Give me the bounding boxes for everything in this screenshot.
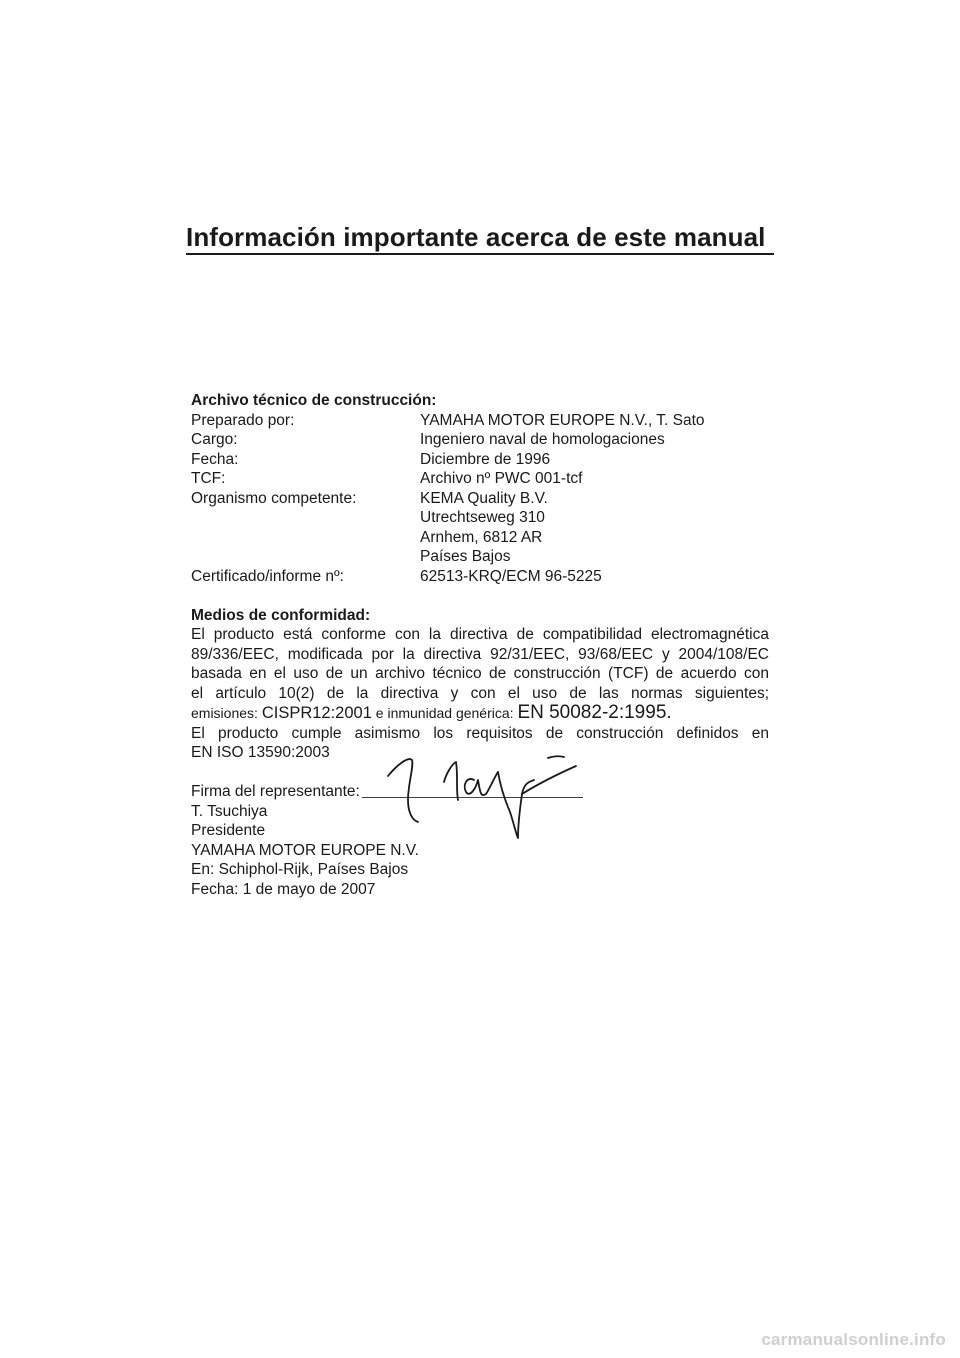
- signatory-name: T. Tsuchiya: [191, 802, 268, 820]
- immunity-prefix: e inmunidad genérica:: [375, 705, 514, 721]
- immunity-standard: EN 50082-2:1995.: [517, 702, 672, 723]
- conformity-paragraph: [191, 625, 769, 763]
- tcf-row: [191, 528, 769, 548]
- tcf-value: 62513-KRQ/ECM 96-5225: [420, 567, 602, 585]
- tcf-label: [191, 508, 420, 528]
- tcf-label: Organismo competente:: [191, 489, 357, 507]
- spacer: [191, 586, 769, 606]
- emissions-prefix: emisiones:: [191, 705, 258, 721]
- paragraph-line: El producto cumple asimismo los requisitos de construcción definidos en: [191, 724, 769, 742]
- paragraph-line: [191, 703, 769, 724]
- tcf-row: [191, 567, 769, 587]
- signature-label: Firma del representante:: [191, 783, 360, 800]
- paragraph-line: basada en el uso de un archivo técnico de construcción (TCF) de acuerdo con: [191, 665, 769, 682]
- signatory-date: Fecha: 1 de mayo de 2007: [191, 880, 376, 898]
- signatory-place: En: Schiphol-Rijk, Países Bajos: [191, 861, 409, 878]
- tcf-row: [191, 411, 769, 431]
- paragraph-line: el artículo 10(2) de la directiva y con el uso de las normas siguientes;: [191, 684, 769, 702]
- tcf-value: Utrechtseweg 310: [420, 509, 545, 526]
- tcf-row: [191, 430, 769, 450]
- watermark: carmanualsonline.info: [761, 1330, 946, 1349]
- signatory-company: YAMAHA MOTOR EUROPE N.V.: [191, 841, 419, 859]
- paragraph-line: El producto está conforme con la directiva de compatibilidad electromagnética: [191, 626, 769, 643]
- tcf-value: YAMAHA MOTOR EUROPE N.V., T. Sato: [420, 411, 705, 429]
- tcf-row: [191, 508, 769, 528]
- paragraph-line: 89/336/EEC, modificada por la directiva 92/31/EEC, 93/68/EEC y 2004/108/EC: [191, 645, 769, 663]
- page-title: Información importante acerca de este manual: [186, 222, 766, 252]
- tcf-value: Países Bajos: [420, 548, 511, 565]
- tcf-value: Archivo nº PWC 001-tcf: [420, 470, 583, 487]
- tcf-label: Fecha:: [191, 450, 239, 468]
- tcf-value: Diciembre de 1996: [420, 450, 551, 468]
- signature-image: [382, 754, 582, 842]
- paragraph-line: EN ISO 13590:2003: [191, 744, 330, 761]
- tcf-value: Arnhem, 6812 AR: [420, 528, 543, 546]
- tcf-row: [191, 469, 769, 489]
- tcf-label: [191, 547, 420, 567]
- tcf-row: [191, 450, 769, 470]
- tcf-label: Cargo:: [191, 431, 238, 448]
- emissions-standard: CISPR12:2001: [261, 704, 372, 722]
- tcf-heading: Archivo técnico de construcción:: [191, 392, 437, 409]
- tcf-row: [191, 547, 769, 567]
- signatory-position: Presidente: [191, 822, 266, 839]
- tcf-value: KEMA Quality B.V.: [420, 489, 548, 507]
- conformity-heading: Medios de conformidad:: [191, 606, 371, 624]
- tcf-label: Certificado/informe nº:: [191, 567, 344, 585]
- title-underline: [186, 253, 774, 255]
- tcf-label: Preparado por:: [191, 411, 295, 429]
- tcf-label: [191, 528, 420, 548]
- tcf-value: Ingeniero naval de homologaciones: [420, 431, 665, 448]
- tcf-label: TCF:: [191, 470, 226, 487]
- tcf-row: [191, 489, 769, 509]
